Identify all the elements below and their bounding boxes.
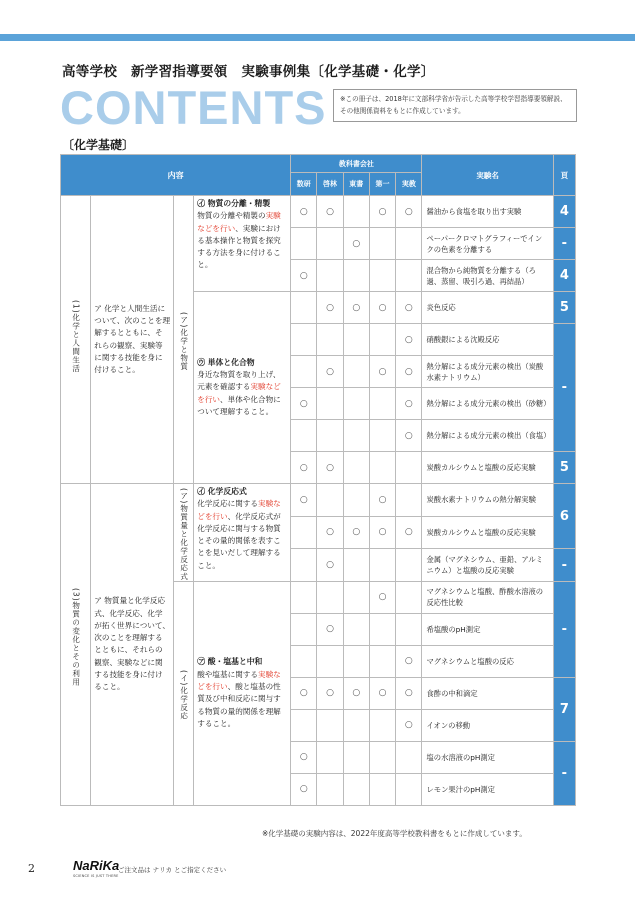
publisher-mark: ○ xyxy=(291,773,317,805)
topic-text: 身近な物質を取り上げ、元素を確認する xyxy=(197,370,281,392)
publisher-mark: ○ xyxy=(396,196,422,228)
publisher-mark xyxy=(291,324,317,356)
header-publisher: 啓林 xyxy=(317,173,343,196)
publisher-mark: ○ xyxy=(396,709,422,741)
table-row xyxy=(61,196,576,228)
publisher-mark: ○ xyxy=(343,228,369,260)
experiment-name: イオンの移動 xyxy=(422,709,553,741)
publisher-mark xyxy=(343,196,369,228)
publisher-mark xyxy=(369,613,395,645)
publisher-mark: ○ xyxy=(369,356,395,388)
publisher-mark xyxy=(291,549,317,582)
header-publisher: 実教 xyxy=(396,173,422,196)
page-ref: - xyxy=(553,741,575,805)
publisher-mark xyxy=(369,228,395,260)
publisher-mark xyxy=(291,581,317,613)
page-ref: 5 xyxy=(553,292,575,324)
publisher-mark xyxy=(317,709,343,741)
page-ref: - xyxy=(553,581,575,677)
publisher-mark xyxy=(396,773,422,805)
source-note: ※この冊子は、2018年に文部科学省が告示した高等学校学習指導要領解説、その他関係資料をもとに作成しています。 xyxy=(333,89,577,122)
topic-heading: ㋑ 物質の分離・精製 xyxy=(197,199,271,208)
experiment-name: マグネシウムと塩酸、酢酸水溶液の反応性比較 xyxy=(422,581,553,613)
topic-body xyxy=(197,498,287,572)
publisher-mark xyxy=(317,260,343,292)
publisher-mark xyxy=(343,356,369,388)
publisher-mark xyxy=(369,741,395,773)
publisher-mark xyxy=(396,581,422,613)
publisher-mark: ○ xyxy=(317,452,343,484)
publisher-mark xyxy=(369,645,395,677)
experiment-name: 塩の水溶液のpH測定 xyxy=(422,741,553,773)
footer-note: ※化学基礎の実験内容は、2022年度高等学校教科書をもとに作成しています。 xyxy=(262,829,527,838)
unit-number: (3) xyxy=(71,588,81,602)
topic-text: 物質の分離や精製の xyxy=(197,211,266,221)
publisher-mark xyxy=(343,709,369,741)
publisher-mark xyxy=(369,709,395,741)
publisher-mark xyxy=(343,645,369,677)
experiment-name: ペーパークロマトグラフィーでインクの色素を分離する xyxy=(422,228,553,260)
experiment-name: 熱分解による成分元素の検出（炭酸水素ナトリウム） xyxy=(422,356,553,388)
page-number: 2 xyxy=(28,862,35,875)
experiment-name: 炭酸水素ナトリウムの熱分解実験 xyxy=(422,484,553,517)
publisher-mark xyxy=(396,549,422,582)
publisher-mark xyxy=(369,549,395,582)
experiments-table xyxy=(60,154,576,806)
header-publisher-group: 教科書会社 xyxy=(291,155,422,173)
publisher-mark xyxy=(343,484,369,517)
publisher-mark xyxy=(317,773,343,805)
publisher-mark: ○ xyxy=(396,356,422,388)
topic-cell xyxy=(194,484,291,582)
page-ref: - xyxy=(553,549,575,582)
publisher-mark: ○ xyxy=(317,196,343,228)
subunit-label xyxy=(179,670,189,720)
publisher-mark: ○ xyxy=(369,196,395,228)
publisher-mark: ○ xyxy=(369,677,395,709)
publisher-mark: ○ xyxy=(396,388,422,420)
unit-number-cell xyxy=(61,196,91,484)
publisher-mark xyxy=(317,324,343,356)
publisher-mark: ○ xyxy=(291,196,317,228)
publisher-mark xyxy=(396,452,422,484)
topic-heading: ㋑ 化学反応式 xyxy=(197,487,247,496)
publisher-mark: ○ xyxy=(396,645,422,677)
publisher-mark: ○ xyxy=(369,581,395,613)
publisher-mark xyxy=(343,773,369,805)
header-page: 頁 xyxy=(553,155,575,196)
experiment-name: 混合物から純物質を分離する（ろ過、蒸留、吸引ろ過、再結晶） xyxy=(422,260,553,292)
experiment-name: 食酢の中和滴定 xyxy=(422,677,553,709)
page-ref: 7 xyxy=(553,677,575,741)
subunit-label xyxy=(179,312,189,371)
publisher-mark xyxy=(369,324,395,356)
publisher-mark xyxy=(343,581,369,613)
experiment-name: 金属（マグネシウム、亜鉛、アルミニウム）と塩酸の反応実験 xyxy=(422,549,553,582)
unit-label xyxy=(71,588,81,687)
subunit-number: (ア) xyxy=(179,312,189,329)
topic-text: 、化学反応式が化学反応に関与する物質とその量的関係を表すことを見いだして理解すること。 xyxy=(197,511,281,570)
header-contents: 内容 xyxy=(61,155,291,196)
topic-text: 酸や塩基に関する xyxy=(197,669,258,679)
topic-highlight: 実験などを行い xyxy=(197,669,281,692)
topic-text: 、酸と塩基の性質及び中和反応に関与する物質の量的関係を理解すること。 xyxy=(197,682,281,728)
publisher-mark: ○ xyxy=(291,484,317,517)
page-ref: 4 xyxy=(553,196,575,228)
publisher-mark: ○ xyxy=(317,613,343,645)
publisher-mark: ○ xyxy=(396,324,422,356)
topic-text: 、単体や化合物について理解すること。 xyxy=(197,394,281,416)
top-accent-bar xyxy=(0,34,635,41)
experiment-name: レモン果汁のpH測定 xyxy=(422,773,553,805)
publisher-mark xyxy=(343,452,369,484)
publisher-mark xyxy=(396,228,422,260)
topic-body xyxy=(197,210,287,271)
page-ref: 6 xyxy=(553,484,575,549)
topic-body xyxy=(197,369,287,418)
publisher-mark xyxy=(369,420,395,452)
unit-description xyxy=(91,196,174,484)
publisher-mark xyxy=(396,260,422,292)
subunit-number: (イ) xyxy=(179,670,189,687)
experiment-name: 熱分解による成分元素の検出（砂糖） xyxy=(422,388,553,420)
publisher-mark xyxy=(317,228,343,260)
header-publisher: 第一 xyxy=(369,173,395,196)
topic-heading: ㋐ 酸・塩基と中和 xyxy=(197,657,263,667)
unit-description-text: ア 化学と人間生活について、次のことを理解するとともに、それらの観察、実験等に関する技能を身に付けること。 xyxy=(94,303,171,375)
publisher-mark xyxy=(291,292,317,324)
header-publisher: 東書 xyxy=(343,173,369,196)
topic-highlight: 実験などを行い xyxy=(197,382,281,404)
unit-title: 物質の変化とその利用 xyxy=(71,601,81,687)
publisher-mark: ○ xyxy=(396,420,422,452)
narika-logo: NaRiKa xyxy=(73,858,120,873)
header-publisher: 数研 xyxy=(291,173,317,196)
publisher-mark: ○ xyxy=(317,677,343,709)
experiment-name: 醤油から食塩を取り出す実験 xyxy=(422,196,553,228)
publisher-mark: ○ xyxy=(291,260,317,292)
unit-description-text: ア 物質量と化学反応式、化学反応、化学が拓く世界について、次のことを理解するとともに、それらの観察、実験などに関する技能を身に付けること。 xyxy=(94,596,170,692)
topic-body xyxy=(197,669,287,730)
publisher-mark xyxy=(317,388,343,420)
publisher-mark xyxy=(343,420,369,452)
topic-cell xyxy=(194,581,291,805)
subunit-cell xyxy=(174,484,194,582)
experiment-name: 希塩酸のpH測定 xyxy=(422,613,553,645)
page-ref: 5 xyxy=(553,452,575,484)
page-ref: - xyxy=(553,228,575,260)
topic-text: 化学反応に関する xyxy=(197,499,258,509)
publisher-mark xyxy=(317,581,343,613)
experiment-name: 熱分解による成分元素の検出（食塩） xyxy=(422,420,553,452)
publisher-mark xyxy=(396,613,422,645)
page-ref: 4 xyxy=(553,260,575,292)
topic-heading: ㋒ 単体と化合物 xyxy=(197,357,255,367)
topic-cell xyxy=(194,196,291,292)
order-text: ご注文品は ナリカ とご指定ください xyxy=(118,866,227,874)
publisher-mark xyxy=(343,388,369,420)
unit-description xyxy=(91,484,174,806)
publisher-mark: ○ xyxy=(396,292,422,324)
publisher-mark: ○ xyxy=(317,516,343,549)
publisher-mark xyxy=(369,260,395,292)
unit-label xyxy=(71,300,81,373)
publisher-mark: ○ xyxy=(343,677,369,709)
publisher-mark: ○ xyxy=(291,741,317,773)
publisher-mark: ○ xyxy=(317,356,343,388)
publisher-mark: ○ xyxy=(291,452,317,484)
publisher-mark xyxy=(317,420,343,452)
publisher-mark xyxy=(317,484,343,517)
publisher-mark xyxy=(343,613,369,645)
subunit-title: 化学と物質 xyxy=(179,328,189,371)
experiment-name: 炭酸カルシウムと塩酸の反応実験 xyxy=(422,516,553,549)
logo-tagline: SCIENCE IS JUST THERE xyxy=(73,874,119,878)
experiment-name: 炎色反応 xyxy=(422,292,553,324)
subunit-cell xyxy=(174,581,194,805)
publisher-mark xyxy=(343,741,369,773)
topic-text: 、実験における基本操作と物質を探究する方法を身に付けること。 xyxy=(197,223,281,270)
publisher-mark xyxy=(291,709,317,741)
publisher-mark xyxy=(317,741,343,773)
publisher-mark xyxy=(343,260,369,292)
publisher-mark xyxy=(291,516,317,549)
page-ref: - xyxy=(553,324,575,452)
section-label: 〔化学基礎〕 xyxy=(62,138,135,152)
publisher-mark xyxy=(369,452,395,484)
publisher-mark xyxy=(396,741,422,773)
subunit-title: 物質量と化学反応式 xyxy=(179,504,189,581)
header-experiment: 実験名 xyxy=(422,155,553,196)
publisher-mark xyxy=(291,613,317,645)
topic-highlight: 実験などを行い xyxy=(197,211,281,233)
publisher-mark xyxy=(291,420,317,452)
table-row xyxy=(61,484,576,517)
publisher-mark xyxy=(343,549,369,582)
publisher-mark: ○ xyxy=(343,516,369,549)
publisher-mark xyxy=(291,356,317,388)
subunit-title: 化学反応 xyxy=(179,686,189,721)
publisher-mark: ○ xyxy=(291,677,317,709)
topic-cell xyxy=(194,292,291,484)
publisher-mark xyxy=(317,645,343,677)
unit-number-cell xyxy=(61,484,91,806)
experiment-name: マグネシウムと塩酸の反応 xyxy=(422,645,553,677)
subunit-number: (ア) xyxy=(179,488,189,505)
publisher-mark: ○ xyxy=(291,388,317,420)
publisher-mark: ○ xyxy=(317,549,343,582)
experiment-name: 炭酸カルシウムと塩酸の反応実験 xyxy=(422,452,553,484)
page-title: 高等学校 新学習指導要領 実験事例集〔化学基礎・化学〕 xyxy=(62,64,435,80)
publisher-mark: ○ xyxy=(343,292,369,324)
experiment-name: 硝酸銀による沈殿反応 xyxy=(422,324,553,356)
publisher-mark xyxy=(291,645,317,677)
publisher-mark xyxy=(369,773,395,805)
publisher-mark xyxy=(396,484,422,517)
publisher-mark xyxy=(291,228,317,260)
subunit-cell xyxy=(174,196,194,484)
publisher-mark: ○ xyxy=(396,516,422,549)
contents-heading: CONTENTS xyxy=(60,81,327,134)
unit-title: 化学と人間生活 xyxy=(71,313,81,374)
topic-highlight: 実験などを行い xyxy=(197,499,281,521)
unit-number: (1) xyxy=(71,300,81,314)
publisher-mark: ○ xyxy=(369,292,395,324)
publisher-mark xyxy=(369,388,395,420)
publisher-mark: ○ xyxy=(369,516,395,549)
subunit-label xyxy=(179,488,189,581)
publisher-mark: ○ xyxy=(369,484,395,517)
publisher-mark: ○ xyxy=(396,677,422,709)
publisher-mark xyxy=(343,324,369,356)
publisher-mark: ○ xyxy=(317,292,343,324)
